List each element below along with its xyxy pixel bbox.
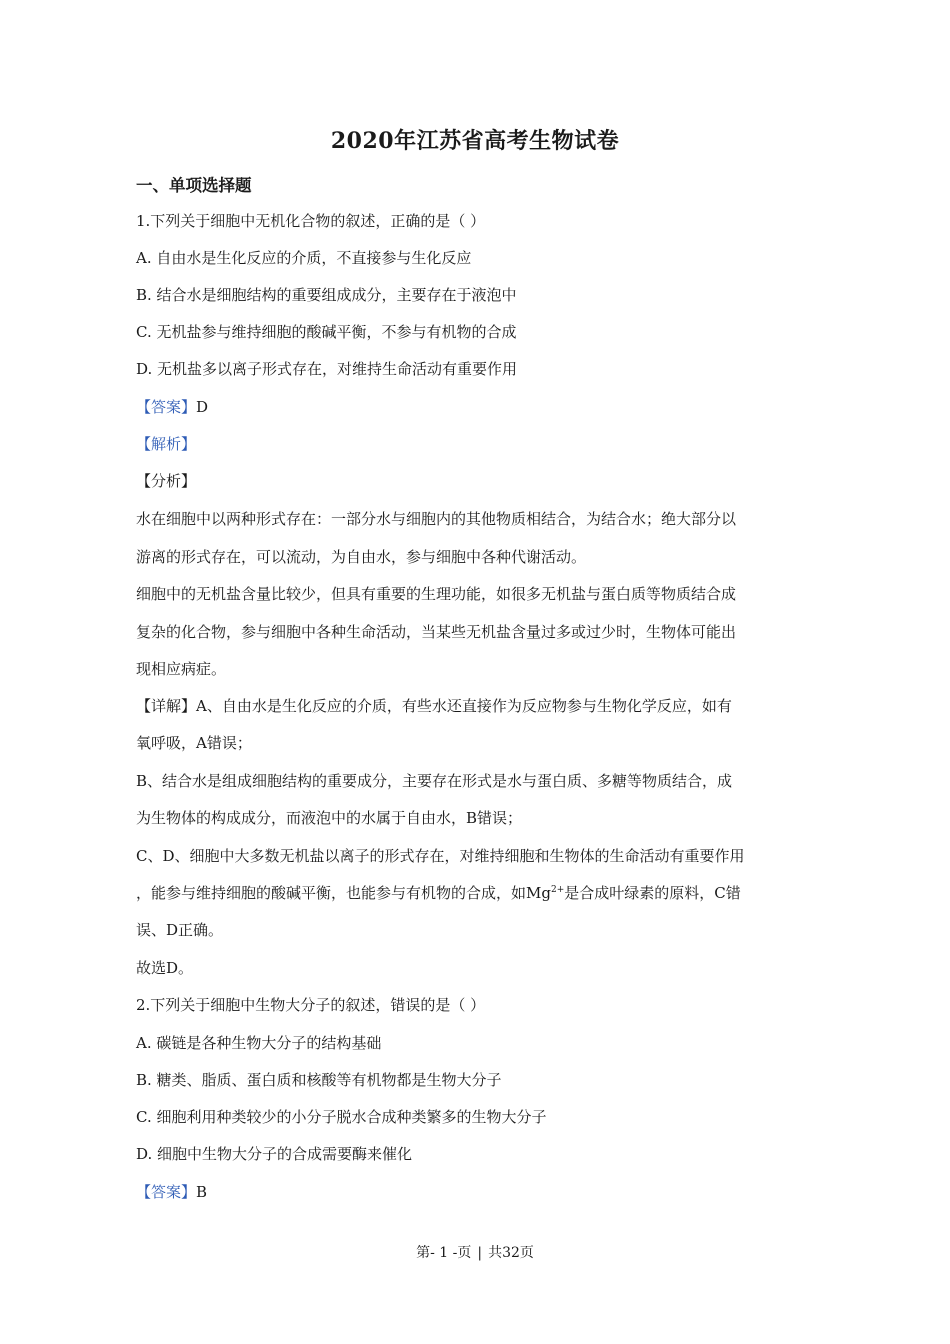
fenxi-line-4: 复杂的化合物，参与细胞中各种生命活动，当某些无机盐含量过多或过少时，生物体可能出 (136, 623, 737, 641)
question-1-stem: 1.下列关于细胞中无机化合物的叙述，正确的是（ ） (136, 212, 486, 230)
question-1-answer (136, 397, 208, 417)
page-footer (0, 1242, 950, 1262)
fenxi-line-3: 细胞中的无机盐含量比较少，但具有重要的生理功能，如很多无机盐与蛋白质等物质结合成 (136, 585, 737, 603)
footer-separator: | (477, 1245, 483, 1261)
question-1-option-a: A. 自由水是生化反应的介质，不直接参与生化反应 (136, 249, 472, 267)
analysis-tag: 【解析】 (136, 435, 197, 453)
conclusion-line: 故选D。 (136, 959, 194, 977)
detail-line-6 (136, 883, 741, 903)
question-2-option-a: A. 碳链是各种生物大分子的结构基础 (136, 1034, 382, 1052)
page-title: 2020年江苏省高考生物试卷 (330, 128, 620, 154)
fenxi-line-2: 游离的形式存在，可以流动，为自由水，参与细胞中各种代谢活动。 (136, 548, 587, 566)
detail-line-7: 误、D正确。 (136, 921, 224, 939)
page-total: 共32页 (488, 1245, 534, 1261)
answer-tag: 【答案】 (136, 398, 197, 416)
section-heading: 一、单项选择题 (136, 176, 252, 195)
detail-line-3: B、结合水是组成细胞结构的重要成分，主要存在形式是水与蛋白质、多糖等物质结合，成 (136, 772, 733, 790)
answer-value: B (196, 1183, 208, 1201)
mg-text-before: ，能参与维持细胞的酸碱平衡，也能参与有机物的合成，如Mg (136, 884, 551, 902)
question-1-option-b: B. 结合水是细胞结构的重要组成成分，主要存在于液泡中 (136, 286, 517, 304)
question-2-option-b: B. 糖类、脂质、蛋白质和核酸等有机物都是生物大分子 (136, 1071, 502, 1089)
question-1-option-c: C. 无机盐参与维持细胞的酸碱平衡，不参与有机物的合成 (136, 323, 517, 341)
detail-line-2: 氧呼吸，A错误； (136, 734, 252, 752)
mg-text-after: 是合成叶绿素的原料，C错 (564, 884, 741, 902)
detail-line-5: C、D、细胞中大多数无机盐以离子的形式存在，对维持细胞和生物体的生命活动有重要作用 (136, 847, 745, 865)
detail-line-4: 为生物体的构成成分，而液泡中的水属于自由水，B错误； (136, 809, 523, 827)
detail-line-1: 【详解】A、自由水是生化反应的介质，有些水还直接作为反应物参与生物化学反应，如有 (136, 697, 732, 715)
question-2-stem: 2.下列关于细胞中生物大分子的叙述，错误的是（ ） (136, 996, 486, 1014)
question-2-answer (136, 1182, 207, 1202)
answer-tag: 【答案】 (136, 1183, 197, 1201)
mg-superscript: 2+ (550, 885, 565, 895)
question-2-option-d: D. 细胞中生物大分子的合成需要酶来催化 (136, 1145, 413, 1163)
page-number: 第- 1 -页 (416, 1245, 472, 1261)
fenxi-line-5: 现相应病症。 (136, 660, 227, 678)
question-2-option-c: C. 细胞利用种类较少的小分子脱水合成种类繁多的生物大分子 (136, 1108, 547, 1126)
fenxi-line-1: 水在细胞中以两种形式存在：一部分水与细胞内的其他物质相结合，为结合水；绝大部分以 (136, 510, 737, 528)
question-1-option-d: D. 无机盐多以离子形式存在，对维持生命活动有重要作用 (136, 360, 518, 378)
answer-value: D (196, 398, 209, 416)
fenxi-tag: 【分析】 (136, 472, 197, 490)
